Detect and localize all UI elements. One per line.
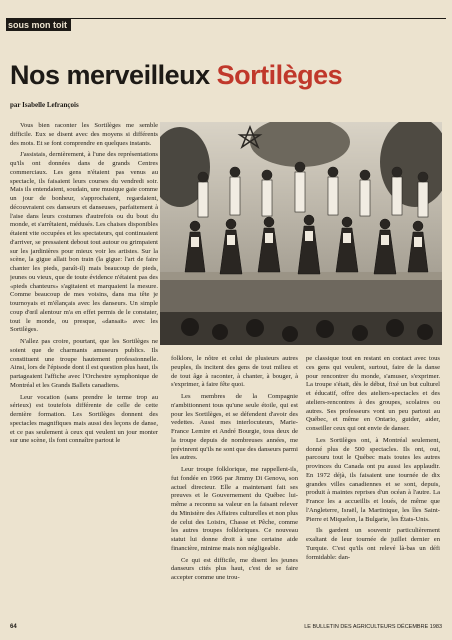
section-tag: [6, 18, 446, 30]
paragraph: Vous bien raconter les Sortilèges me semble difficile. Eux se disent avec des moyens si différents des mots. Et se font comprendre en quelques instants.: [10, 122, 158, 147]
article-title: [10, 60, 342, 90]
paragraph: pe classique tout en restant en contact avec tous ces gens qui veulent, surtout, faire de la danse pour rencontrer du monde, s'amuser, s'exprimer. La troupe s'était, dès le début, fixé un but culturel et éducatif, offre des ateliers-spectacles et des ateliers-rencontres à des groupes, scolaires ou autres. Ses professeurs vont un peu partout au Québec, et même en Ontario, guider, aider, conseiller ceux qui ont envie de danser.: [306, 355, 440, 432]
paragraph: N'allez pas croire, pourtant, que les Sortilèges ne soient que de charmants amuseurs publics. Ils constituent une troupe hautement professionnelle. Ainsi, lors de l'épisode dont il est question plus haut, ils partageaient l'affiche avec l'Orchestre symphonique de Montréal et les Grands Ballets canadiens.: [10, 338, 158, 389]
paragraph: Ce qui est difficile, me disent les jeunes danseurs cités plus haut, c'est de se faire accepter comme une trou-: [171, 556, 298, 581]
title-accent: Sortilèges: [216, 60, 343, 90]
paragraph: Leur vocation (sans prendre le terme trop au sérieux) est toutefois différente de celle de cette dernière formation. Les Sortilèges donnent des spectacles magnifiques mais aussi des leçons de danse, et ce pas seulement à ceux qui veulent un jour monter sur une scène, ils font connaître partout le: [10, 393, 158, 445]
paragraph: J'assistais, dernièrement, à l'une des représentations qu'ils ont données dans de grands Centres commerciaux. Les gens n'étaient pas venus au spectacle, ils faisaient leurs courses du vendredi soir. Mais ils entendaient, soudain, une musique gaie comme un jour de bonheur, s'approchaient, regardaient, découvraient ces danseurs et danseuses, parfaitement à l'aise dans leurs costumes d'autrefois ou du bout du monde, et s'arrêtaient, médusés. Les chaises disponibles étaient vite occupées et les spectateurs, qui continuaient d'arriver, se pressaient debout tout autour ou grimpaient sur les jardinières pour mieux voir les artistes. Sur la scène, la gigue allait bon train (la gigue: l'art de faire chanter les pieds, paraît-il) mais beaucoup de pieds, jeunes ou vieux, que de toute évidence n'étaient pas des «pieds chanteurs» s'agitaient et marquaient la mesure. Comme beaucoup de mes voisins, dans ma tête je tournoyais et m'élançais avec les danseurs. Un simple coup d'œil alentour m'a en effet permis de le constater, tout le monde, ou presque, «dansait» avec les Sortilèges.: [10, 151, 158, 334]
section-label: sous mon toit: [6, 19, 71, 31]
column-2: [171, 355, 298, 627]
column-3: [306, 355, 440, 627]
page-number: 64: [10, 624, 17, 630]
paragraph: Ils gardent un souvenir particulièrement exaltant de leur tournée de juillet dernier en Turquie. C'est qu'ils ont relevé là-bas un défi formidable: dan-: [306, 527, 440, 561]
paragraph: Les Sortilèges ont, à Montréal seulement, donné plus de 500 spectacles. Ils ont, oui, parcouru tout le Québec mais toutes les autres provinces du Canada ont pu aussi les applaudir. En 1972 déjà, ils faisaient une tournée de dix grandes villes canadiennes et se sont, depuis, produit à maintes reprises d'un océan à l'autre. La France les a accueillis et loués, de même que l'Angleterre, Israël, la Martinique, les îles Saint-Pierre et Miquelon, la Bulgarie, les États-Unis.: [306, 436, 440, 523]
publication-line: LE BULLETIN DES AGRICULTEURS DÉCEMBRE 1983: [304, 624, 442, 630]
title-main: Nos merveilleux: [10, 60, 210, 90]
byline: par Isabelle Lefrançois: [10, 101, 79, 109]
paragraph: Leur troupe folklorique, me rappellent-ils, fut fondée en 1966 par Jimmy Di Genova, son actuel directeur. Elle a maintenant fait ses preuves et le Gouvernement du Québec lui-même a reconnu sa valeur en la faisant relever du Ministère des Affaires culturelles et non plus de celui des Loisirs, Chasse et Pêche, comme les autres troupes folkloriques. Ce nouveau statut lui donne droit à une certaine aide financière, minime mais non négligeable.: [171, 466, 298, 552]
dancers-photo-illustration: [160, 122, 442, 345]
column-1: [10, 122, 158, 627]
dancers-photo: [160, 122, 442, 345]
paragraph: Les membres de la Compagnie n'ambitionnent tous qu'une seule étoile, qui est pour les Sortilèges, et se défendent d'avoir des vedettes. Aussi mes interlocuteurs, Marie-France Lemire et André Bourgie, tous deux de la troupe depuis de nombreuses années, me prévinrent qu'ils ne sont que des danseurs parmi les autres.: [171, 393, 298, 462]
paragraph: folklore, le nôtre et celui de plusieurs autres peuples, ils incitent des gens de tout milieu et de tout âge à raconter, à chanter, à bouger, à s'exprimer, à faire fête quoi.: [171, 355, 298, 389]
